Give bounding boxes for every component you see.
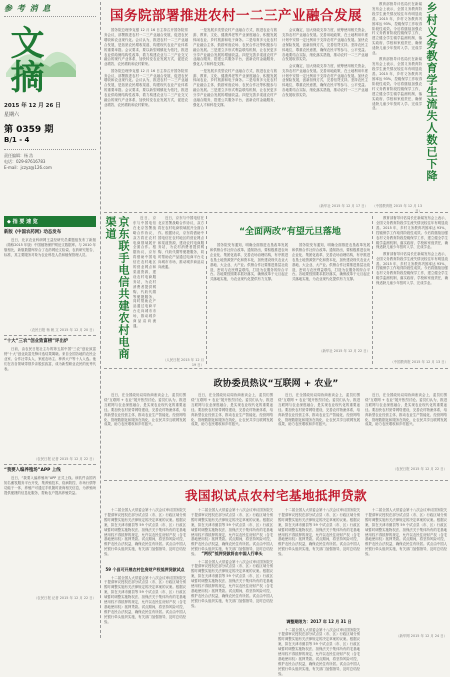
internet-agri-col: 近日，在全国政协双周协商座谈会上，委员们围绕“互联网 + 农业”展开热烈讨论。委员们认为，推进互联网与农业深度融合，是实现农业现代化的重要途径。要加快农村宽带网络建设，完善农村物流体系，培育新型农业经营主体，推动农业生产智能化、经营网络化、管理数据化和服务在线化，让农民共享互联网发展成果，助力农民增收和乡村振兴。 (191, 393, 273, 427)
reform-article (210, 216, 370, 366)
contents-sidebar (4, 216, 96, 636)
issue-weekday: 星期六 (4, 112, 20, 118)
mortgage-pilot-col: 十二届全国人大常委会第十八次会议审议国务院关于提请审议授权在部分试点县（市、区）行政区域分别暂时调整实施有关法律规定的决定草案的议案。根据议案，拟在天津市蓟县等 59 个试点县（市、区）行政区域暂时调整实施物权法、担保法关于集体所有的宅基地使用权不得抵押的规定，允许以农民住房财产权（含宅基地使用权）抵押贷款。试点期间，将坚持风险可控，维护农民合法权益，确保农民住有所居。试点由中国人民银行牵头组织实施，有关部门加强指导，及时总结经验。 (191, 508, 273, 557)
education-source-cont: （中国教育报 2015 年 12 月 13 日） (390, 360, 448, 364)
ecommerce-body-cont: 近日，京东与中国电信在北京签署战略合作协议，双方将在农村电商领域展开全面合作。根据协议，京东将借助中国电信在农村地区的营业网点和渠道资源，建设农村电商服务站，为农村消费者提供网购、代收代缴等便捷服务，同时帮助农产品通过电商平台走向城市市场，推动城乡商品双向流通。 (158, 216, 204, 270)
headline-title: 国务院部署推进农村一二三产业融合发展 (110, 8, 362, 24)
headline-col: 国务院总理李克强 12 月 16 日主持召开国务院常务会议，部署推进农村一二三产业融合发展，促进农民增收和农业现代化。会议认为，推进农村一二三产业融合发展，是拓宽农民增收渠道、构建现代农业产业体系的重要举措。会议要求，要以新型城镇化为依托，推进农业供给侧结构性改革，着力构建农业与二三产业交叉融合的现代产业体系，加快转变农业发展方式，促进农业增效、农民增收和农村繁荣。 国务院总理李克强 12 月 16 日主持召开国务院常务会议，部署推进农村一二三产业融合发展，促进农民增收和农业现代化。会议认为，推进农村一二三产业融合发展，是拓宽农民增收渠道、构建现代农业产业体系的重要举措。会议要求，要以新型城镇化为依托，推进农业供给侧结构性改革，着力构建农业与二三产业交叉融合的现代产业体系，加快转变农业发展方式，促进农业增效、农民增收和农村繁荣。 (104, 28, 188, 107)
ecommerce-cont (158, 216, 204, 366)
sidebar-article-body: 近日，“我要入编养殖场”APP 正式上线。该软件由国内知名畜牧服务平台开发，集养殖技术、疫病防控、市场行情等功能于一体，养殖户可通过手机随时查询相关信息，为养殖场提供便捷的信息化服务，帮助农户提高养殖效益。 (4, 476, 96, 495)
mortgage-subhead: 调整期限为：2017 年 12 月 31 日 (286, 619, 352, 624)
headline-col: 一是发展多类型农村产业融合方式，推进农业与旅游、教育、文化、健康养老等产业深度融合，积极发展休闲农业、乡村旅游和电子商务。二是培育多元化农村产业融合主体，鼓励家庭农场、农民合作社等积极参与融合发展。三是建立多形式利益联结机制，让农民更多分享产业融合发展的增值收益。四是完善多渠道农村产业融合服务，搭建公共服务平台，创新农村金融服务，强化人才和科技支撑。 一是发展多类型农村产业融合方式，推进农业与旅游、教育、文化、健康养老等产业深度融合，积极发展休闲农业、乡村旅游和电子商务。二是培育多元化农村产业融合主体，鼓励家庭农场、农民合作社等积极参与融合发展。三是建立多形式利益联结机制，让农民更多分享产业融合发展的增值收益。四是完善多渠道农村产业融合服务，搭建公共服务平台，创新农村金融服务，强化人才和科技支撑。 (193, 28, 277, 107)
sidebar-article (4, 468, 96, 600)
ecommerce-title: 京东联手电信共建农村电商渠道 (104, 216, 130, 360)
mortgage-pilot-title: 我国拟试点农村宅基地抵押贷款 (184, 488, 367, 503)
ecommerce-source: （人民日报 2015 年 12 月 19 日） (163, 358, 204, 367)
reform-source: （新华社 2015 年 12 月 22 日） (319, 349, 370, 353)
sidebar-article-body: 近日，北京农业科研网王益经研究员课题组发布了新版（简称2015 年版）中国植物保护网论文数据库。与 2010 年版相比，新版数据库综合了农药网论文检索、农药研究报告、标准，其主要服务对象为农业科技人员和植保管理人员。 (4, 238, 96, 257)
reform-title: “全面两改”有望元旦落地 (239, 227, 341, 237)
logo-wen-zhai (4, 17, 96, 99)
issue-number: 第 0359 期 (4, 125, 54, 135)
internet-agri-title: 政协委员热议“互联网 + 农业” (213, 379, 339, 389)
internet-agri-col: 近日，在全国政协双周协商座谈会上，委员们围绕“互联网 + 农业”展开热烈讨论。委员们认为，推进互联网与农业深度融合，是实现农业现代化的重要途径。要加快农村宽带网络建设，完善农村物流体系，培育新型农业经营主体，推动农业生产智能化、经营网络化、管理数据化和服务在线化，让农民共享互联网发展成果，助力农民增收和乡村振兴。 (278, 393, 360, 427)
mortgage-pilot-col: 十二届全国人大常委会第十八次会议审议国务院关于提请审议授权在部分试点县（市、区）行政区域分别暂时调整实施有关法律规定的决定草案的议案。根据议案，拟在天津市蓟县等 59 个试点县（市、区）行政区域暂时调整实施物权法、担保法关于集体所有的宅基地使用权不得抵押的规定，允许以农民住房财产权（含宅基地使用权）抵押贷款。试点期间，将坚持风险可控，维护农民合法权益，确保农民住有所居。试点由中国人民银行牵头组织实施，有关部门加强指导，及时总结经验。 (191, 559, 273, 608)
sidebar-article-title: 新版《中国农药网》动态发布 (4, 230, 62, 235)
sidebar-article-title: “我要入编养殖场”APP 上线 (4, 468, 61, 473)
ecommerce-article (104, 216, 156, 366)
sidebar-article (4, 339, 96, 461)
mortgage-subhead: “两权”抵押贷款将由中国人行牵头 (201, 551, 263, 556)
internet-agri-source: （农民日报 2015 年 12 月 22 日） (392, 467, 447, 471)
masthead (4, 3, 96, 213)
editor-info (4, 153, 96, 171)
internet-agri-col: 近日，在全国政协双周协商座谈会上，委员们围绕“互联网 + 农业”展开热烈讨论。委员们认为，推进互联网与农业深度融合，是实现农业现代化的重要途径。要加快农村宽带网络建设，完善农村物流体系，培育新型农业经营主体，推动农业生产智能化、经营网络化、管理数据化和服务在线化，让农民共享互联网发展成果，助力农民增收和乡村振兴。 (365, 393, 447, 427)
sidebar-article-body: 日前，由农民日报社主办的第五届中国“三农”创业致富榜“十大”创业致富先锋评选结果揭晓。来自全国各地的农民企业家、合作社带头人、家庭农场主、种养大户等十人入选。他们在各自领域带领乡亲脱贫致富，成为新型职业农民的优秀代表。 (4, 347, 96, 371)
internet-agri-col: 近日，在全国政协双周协商座谈会上，委员们围绕“互联网 + 农业”展开热烈讨论。委员们认为，推进互联网与农业深度融合，是实现农业现代化的重要途径。要加快农村宽带网络建设，完善农村物流体系，培育新型农业经营主体，推动农业生产智能化、经营网络化、管理数据化和服务在线化，让农民共享互联网发展成果，助力农民增收和乡村振兴。 (104, 393, 186, 427)
sidebar-article-title: “十大”三农“创业致富榜”评出炉 (4, 339, 69, 344)
internet-agri-article (104, 372, 448, 476)
headline-col: 会议确定，加大财政支持力度，统筹使用相关资金，支持农村产业融合发展。完善用地政策，在土地利用年度计划中安排一定比例用于支持农村产业融合发展。加快农业保险发展，创新担保方式，完善信贷支持。坚持农民主体地位，尊重农民意愿，确保农民平等参与、公平受益。各地要结合实际，细化落实措施，推动农村一二三产业融合发展取得实效。 会议确定，加大财政支持力度，统筹使用相关资金，支持农村产业融合发展。完善用地政策，在土地利用年度计划中安排一定比例用于支持农村产业融合发展。加快农业保险发展，创新担保方式，完善信贷支持。坚持农民主体地位，尊重农民意愿，确保农民平等参与、公平受益。各地要结合实际，细化落实措施，推动农村一二三产业融合发展取得实效。 (282, 28, 368, 98)
issue-date: 2015 年 12 月 26 日 (4, 103, 61, 109)
mortgage-subhead: 59 个县可开展农村住房财产权抵押贷款试点 (105, 567, 185, 572)
mortgage-pilot-col: 十二届全国人大常委会第十八次会议审议国务院关于提请审议授权在部分试点县（市、区）行政区域分别暂时调整实施有关法律规定的决定草案的议案。根据议案，拟在天津市蓟县等 59 个试点县（市、区）行政区域暂时调整实施物权法、担保法关于集体所有的宅基地使用权不得抵押的规定，允许以农民住房财产权（含宅基地使用权）抵押贷款。试点期间，将坚持风险可控，维护农民合法权益，确保农民住有所居。试点由中国人民银行牵头组织实施，有关部门加强指导，及时总结经验。 (365, 508, 447, 557)
education-cont (376, 216, 448, 366)
education-article (372, 2, 448, 213)
ecommerce-body: 近日，京东与中国电信在北京签署战略合作协议，双方将在农村电商领域展开全面合作。根据协议，京东将借助中国电信在农村地区的营业网点和渠道资源，建设农村电商服务站，为农村消费者提供网购、代收代缴等便捷服务，同时帮助农产品通过电商平台走向城市市场，推动城乡商品双向流通。 (133, 216, 156, 328)
education-body-cont: 教育部督导评估局长在新闻发布会上表示，全国义务教育阶段学生流失情况较往年有明显改善。2015 年，乡村义务教育巩固率达 93%，控辍保学工作取得阶段性成效。今后将继续加强农村义务教育阶段控辍保学工作，建立健全学生辍学监测机制，落实政府、学校和家庭责任，确保适龄儿童少年按时入学、完成学业。 教育部督导评估局长在新闻发布会上表示，全国义务教育阶段学生流失情况较往年有明显改善。2015 年，乡村义务教育巩固率达 93%，控辍保学工作取得阶段性成效。今后将继续加强农村义务教育阶段控辍保学工作，建立健全学生辍学监测机制，落实政府、学校和家庭责任，确保适龄儿童少年按时入学、完成学业。 (376, 216, 448, 286)
logo-text: 文摘 (4, 25, 44, 93)
sidebar-article-source: （农民日报 记者 2015 年 12 月 22 日） (33, 596, 96, 600)
mortgage-pilot-article (104, 484, 448, 676)
contents-header: ◆ 指 要 速 览 (4, 216, 96, 227)
reform-col: 国务院发布通知，明确全面推进农垦改革发展和供销合作社综合改革。通知指出，要积极推进农场企业化、集团化改革，完善农场治理结构，有序推进农垦土地资源资产化和资本化，加快建设现代农业大基地、大企业、大产业。供销合作社要推进基层社改造，密切与农民利益联结，打造为农服务的综合平台。各地要按照要求抓好落实，确保改革于元旦起正式落地实施，为农业现代化提供有力支撑。 (210, 243, 288, 282)
headline-article (104, 4, 368, 210)
sidebar-article (4, 230, 96, 332)
mortgage-pilot-source: （新华网 2015 年 12 月 24 日） (396, 634, 447, 638)
education-source: （中国教育报 2015 年 12 月 13 日） (372, 204, 422, 213)
sidebar-article-source: （农民日报 记者 2015 年 12 月 22 日） (33, 457, 96, 461)
mortgage-pilot-col: 十二届全国人大常委会第十八次会议审议国务院关于提请审议授权在部分试点县（市、区）行政区域分别暂时调整实施有关法律规定的决定草案的议案。根据议案，拟在天津市蓟县等 59 个试点县（市、区）行政区域暂时调整实施物权法、担保法关于集体所有的宅基地使用权不得抵押的规定，允许以农民住房财产权（含宅基地使用权）抵押贷款。试点期间，将坚持风险可控，维护农民合法权益，确保农民住有所居。试点由中国人民银行牵头组织实施，有关部门加强指导，及时总结经验。 (104, 575, 186, 624)
mortgage-pilot-col: 十二届全国人大常委会第十八次会议审议国务院关于提请审议授权在部分试点县（市、区）行政区域分别暂时调整实施有关法律规定的决定草案的议案。根据议案，拟在天津市蓟县等 59 个试点县（市、区）行政区域暂时调整实施物权法、担保法关于集体所有的宅基地使用权不得抵押的规定，允许以农民住房财产权（含宅基地使用权）抵押贷款。试点期间，将坚持风险可控，维护农民合法权益，确保农民住有所居。试点由中国人民银行牵头组织实施，有关部门加强指导，及时总结经验。 (278, 508, 360, 557)
editor-line: 电话：029-87616783 (4, 159, 46, 164)
mortgage-pilot-col: 十二届全国人大常委会第十八次会议审议国务院关于提请审议授权在部分试点县（市、区）行政区域分别暂时调整实施有关法律规定的决定草案的议案。根据议案，拟在天津市蓟县等 59 个试点县（市、区）行政区域暂时调整实施物权法、担保法关于集体所有的宅基地使用权不得抵押的规定，允许以农民住房财产权（含宅基地使用权）抵押贷款。试点期间，将坚持风险可控，维护农民合法权益，确保农民住有所居。试点由中国人民银行牵头组织实施，有关部门加强指导，及时总结经验。 (278, 627, 360, 676)
issue-pages: B/1 - 4 (4, 136, 30, 144)
paper-name: 参 考 消 息 (4, 4, 52, 13)
editor-line: E-mail：jczyz@126.com (4, 165, 52, 170)
sidebar-article-source: （农民日报 杨 帆 文 2015 年 12 月 20 日） (28, 328, 96, 332)
headline-source: （新华社 2015 年 12 月 17 日） (317, 204, 368, 208)
mortgage-pilot-col: 十二届全国人大常委会第十八次会议审议国务院关于提请审议授权在部分试点县（市、区）行政区域分别暂时调整实施有关法律规定的决定草案的议案。根据议案，拟在天津市蓟县等 59 个试点县（市、区）行政区域暂时调整实施物权法、担保法关于集体所有的宅基地使用权不得抵押的规定，允许以农民住房财产权（含宅基地使用权）抵押贷款。试点期间，将坚持风险可控，维护农民合法权益，确保农民住有所居。试点由中国人民银行牵头组织实施，有关部门加强指导，及时总结经验。 (104, 508, 186, 557)
editor-line: 责任编辑：杨 浩 (4, 153, 34, 158)
education-title: 乡村义务教育学生流失人数已下降 (425, 2, 438, 182)
reform-col: 国务院发布通知，明确全面推进农垦改革发展和供销合作社综合改革。通知指出，要积极推进农场企业化、集团化改革，完善农场治理结构，有序推进农垦土地资源资产化和资本化，加快建设现代农业大基地、大企业、大产业。供销合作社要推进基层社改造，密切与农民利益联结，打造为农服务的综合平台。各地要按照要求抓好落实，确保改革于元旦起正式落地实施，为农业现代化提供有力支撑。 (292, 243, 370, 282)
education-body: 教育部督导评估局长在新闻发布会上表示，全国义务教育阶段学生流失情况较往年有明显改善。2015 年，乡村义务教育巩固率达 93%，控辍保学工作取得阶段性成效。今后将继续加强农村义务教育阶段控辍保学工作，建立健全学生辍学监测机制，落实政府、学校和家庭责任，确保适龄儿童少年按时入学、完成学业。 教育部督导评估局长在新闻发布会上表示，全国义务教育阶段学生流失情况较往年有明显改善。2015 年，乡村义务教育巩固率达 93%，控辍保学工作取得阶段性成效。今后将继续加强农村义务教育阶段控辍保学工作，建立健全学生辍学监测机制，落实政府、学校和家庭责任，确保适龄儿童少年按时入学、完成学业。 (372, 2, 422, 111)
